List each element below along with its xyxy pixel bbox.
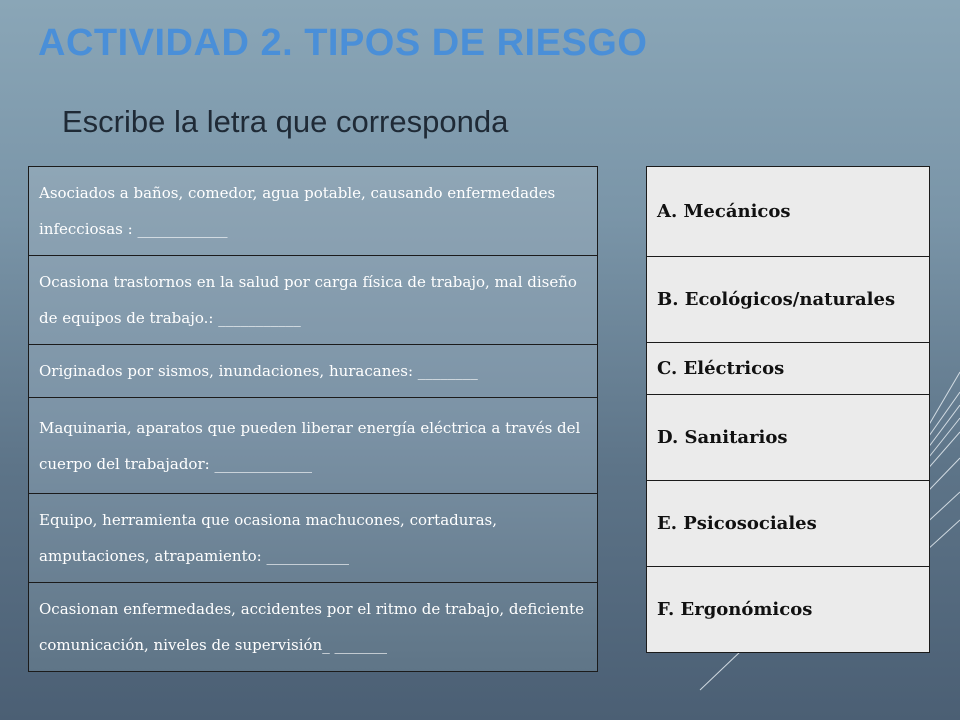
- options-table: [646, 166, 930, 653]
- slide-subtitle: Escribe la letra que corresponda: [62, 104, 509, 139]
- option-cell-f: F. Ergonómicos: [647, 567, 930, 653]
- option-cell-c: C. Eléctricos: [647, 343, 930, 395]
- option-cell-a: A. Mecánicos: [647, 167, 930, 257]
- description-cell-5: Equipo, herramienta que ocasiona machucones, cortaduras, amputaciones, atrapamiento: ___________: [29, 494, 598, 583]
- description-cell-1: Asociados a baños, comedor, agua potable, causando enfermedades infecciosas : ____________: [29, 167, 598, 256]
- option-cell-b: B. Ecológicos/naturales: [647, 257, 930, 343]
- description-cell-4: Maquinaria, aparatos que pueden liberar energía eléctrica a través del cuerpo del trabajador: _____________: [29, 398, 598, 494]
- description-cell-6: Ocasionan enfermedades, accidentes por el ritmo de trabajo, deficiente comunicación, niveles de supervisión_ _______: [29, 583, 598, 672]
- description-cell-2: Ocasiona trastornos en la salud por carga física de trabajo, mal diseño de equipos de trabajo.: ___________: [29, 256, 598, 345]
- option-cell-e: E. Psicosociales: [647, 481, 930, 567]
- option-cell-d: D. Sanitarios: [647, 395, 930, 481]
- description-cell-3: Originados por sismos, inundaciones, huracanes: ________: [29, 345, 598, 398]
- descriptions-table: [28, 166, 598, 672]
- slide-title: ACTIVIDAD 2. TIPOS DE RIESGO: [38, 22, 648, 64]
